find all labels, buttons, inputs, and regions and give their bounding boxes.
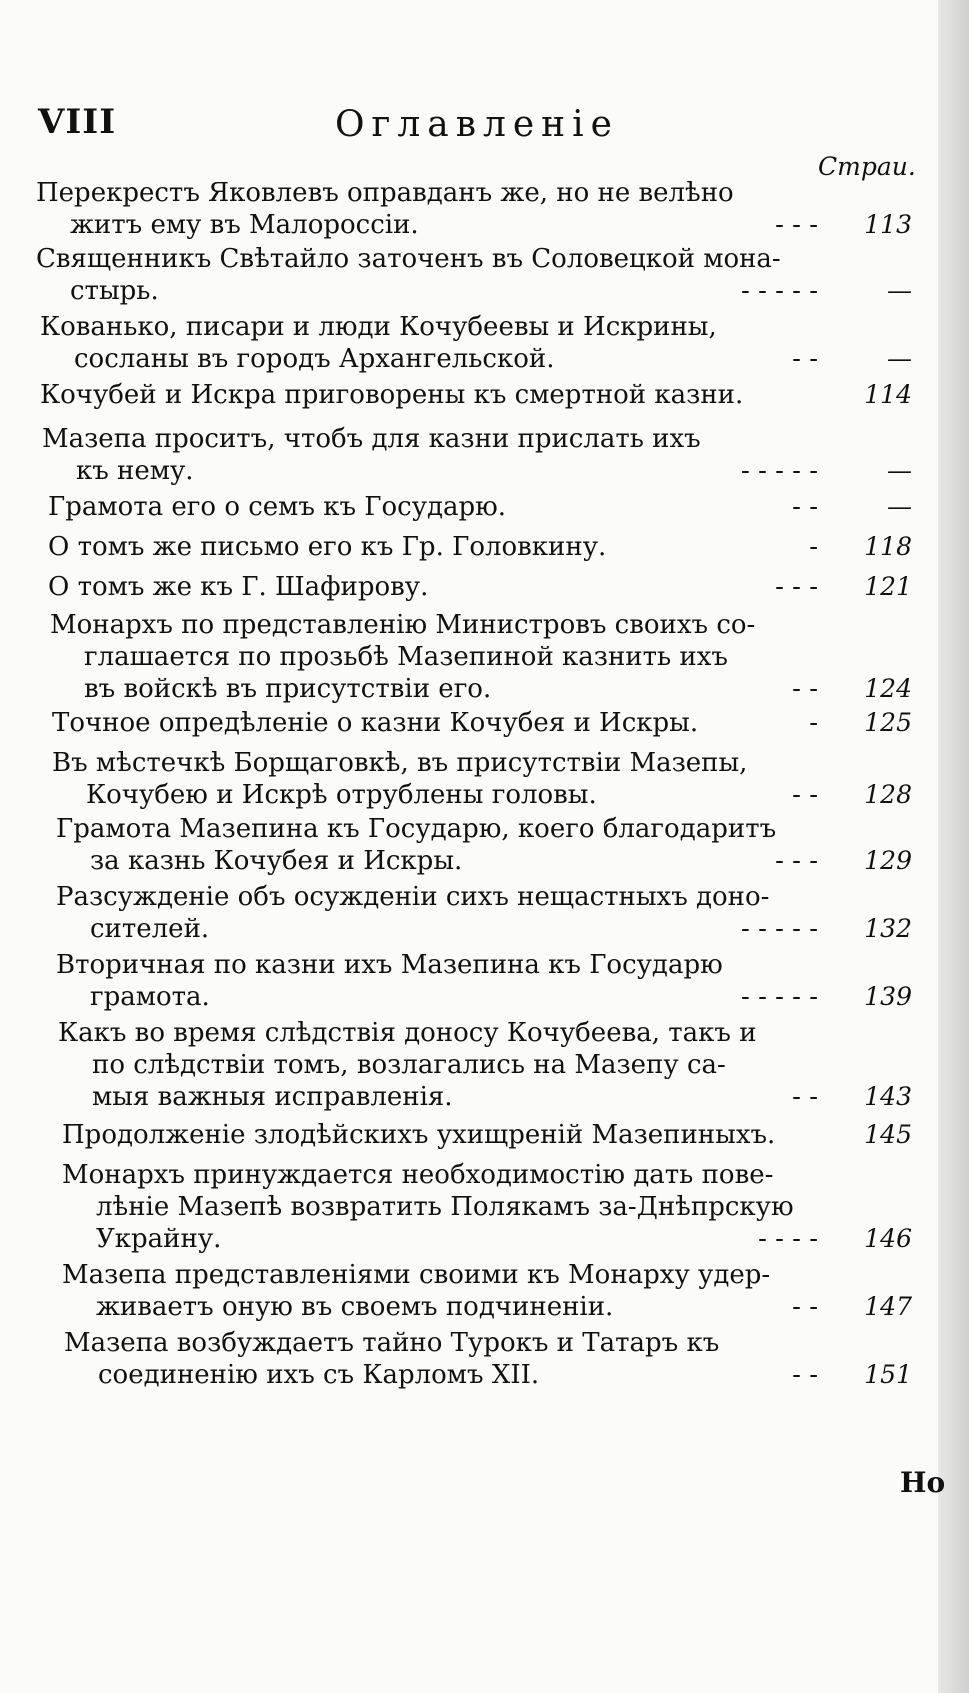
toc-page-number: 145	[864, 1120, 912, 1149]
toc-entry-text-line: Вторичная по казни ихъ Мазепина къ Государю	[56, 950, 723, 980]
toc-entry-text-line: глашается по прозьбѣ Мазепиной казнить ихъ	[84, 642, 728, 672]
toc-page-number: 124	[864, 674, 912, 703]
toc-page-number: 114	[864, 380, 912, 409]
toc-entry-text-line: сителей.	[90, 914, 210, 944]
toc-entry-text-line: О томъ же къ Г. Шафирову.	[48, 572, 429, 602]
toc-entry-text-line: Грамота Мазепина къ Государю, коего благодаритъ	[56, 814, 777, 844]
toc-entry-text-line: лѣніе Мазепѣ возвратить Полякамъ за-Днѣпрскую	[96, 1192, 794, 1222]
toc-entry-text-line: житъ ему въ Малороссіи.	[70, 210, 419, 240]
toc-entry-text-line: Мазепа проситъ, чтобъ для казни прислать ихъ	[42, 424, 701, 454]
dot-leader: - -	[792, 1360, 818, 1390]
toc-page-number: 121	[864, 572, 912, 601]
dot-leader: - -	[792, 1082, 818, 1112]
toc-entry-text-line: по слѣдствіи томъ, возлагались на Мазепу са-	[92, 1050, 726, 1080]
toc-entry-text-line: Кочубею и Искрѣ отрублены головы.	[86, 780, 597, 810]
toc-entry-text-line: Перекрестъ Яковлевъ оправданъ же, но не велѣно	[36, 178, 734, 208]
toc-entry-text-line: за казнь Кочубея и Искры.	[90, 846, 463, 876]
toc-page-number: 125	[864, 708, 912, 737]
toc-entry-text-line: соединенію ихъ съ Карломъ XII.	[98, 1360, 540, 1390]
toc-page-number: 146	[864, 1224, 912, 1253]
toc-page-number: 132	[864, 914, 912, 943]
dot-leader: - -	[792, 780, 818, 810]
toc-entry-text-line: Какъ во время слѣдствія доносу Кочубеева, такъ и	[58, 1018, 757, 1048]
page-number: VIII	[38, 102, 117, 142]
toc-page-number: 139	[864, 982, 912, 1011]
toc-entry-text-line: въ войскѣ въ присутствіи его.	[84, 674, 492, 704]
toc-page-number: 113	[864, 210, 912, 239]
toc-entry-text-line: сосланы въ городъ Архангельской.	[74, 344, 555, 374]
toc-entry-text-line: къ нему.	[76, 456, 194, 486]
toc-page-number: 143	[864, 1082, 912, 1111]
toc-page-number: —	[887, 344, 912, 373]
toc-page-number: —	[887, 492, 912, 521]
page-title: Оглавленіе	[335, 104, 619, 145]
toc-entry-text-line: Мазепа возбуждаетъ тайно Турокъ и Татаръ къ	[64, 1328, 720, 1358]
dot-leader: - -	[792, 1292, 818, 1322]
toc-entry-text-line: Украйну.	[96, 1224, 222, 1254]
toc-page-number: 118	[864, 532, 912, 561]
toc-entry-text-line: Священникъ Свѣтайло заточенъ въ Соловецкой мона-	[36, 244, 781, 274]
dot-leader: - - - - -	[741, 914, 818, 944]
toc-page-number: 129	[864, 846, 912, 875]
dot-leader: - - - - -	[741, 982, 818, 1012]
toc-entry-text-line: стырь.	[70, 276, 159, 306]
dot-leader: - -	[792, 674, 818, 704]
dot-leader: - - -	[775, 846, 818, 876]
dot-leader: - - - - -	[741, 276, 818, 306]
page-edge	[938, 0, 969, 1693]
toc-page-number: 151	[864, 1360, 912, 1389]
toc-entry-text-line: Разсужденіе объ осужденіи сихъ нещастныхъ доно-	[56, 882, 770, 912]
toc-entry-text-line: Точное опредѣленіе о казни Кочубея и Искры.	[52, 708, 699, 738]
toc-entry-text-line: грамота.	[90, 982, 210, 1012]
dot-leader: - - - -	[758, 1224, 818, 1254]
dot-leader: - - - - -	[741, 456, 818, 486]
toc-entry-text-line: Монархъ по представленію Министровъ своихъ со-	[50, 610, 756, 640]
toc-entry-text-line: Кочубей и Искра приговорены къ смертной казни.	[40, 380, 744, 410]
dot-leader: - - -	[775, 572, 818, 602]
toc-page-number: 147	[864, 1292, 912, 1321]
catchword: Но	[900, 1466, 946, 1499]
toc-page-number: —	[887, 456, 912, 485]
toc-entry-text-line: Продолженіе злодѣйскихъ ухищреній Мазепиныхъ.	[62, 1120, 776, 1150]
toc-entry-text-line: Въ мѣстечкѣ Борщаговкѣ, въ присутствіи Мазепы,	[52, 748, 748, 778]
toc-page-number: 128	[864, 780, 912, 809]
dot-leader: - - -	[775, 210, 818, 240]
toc-entry-text-line: Мазепа представленіями своими къ Монарху удер-	[62, 1260, 771, 1290]
toc-entry-text-line: Кованько, писари и люди Кочубеевы и Искрины,	[40, 312, 717, 342]
page-column-label: Страи.	[818, 152, 916, 181]
toc-entry-text-line: Грамота его о семъ къ Государю.	[48, 492, 507, 522]
dot-leader: - -	[792, 492, 818, 522]
toc-entry-text-line: Монархъ принуждается необходимостію дать пове-	[62, 1160, 774, 1190]
dot-leader: -	[809, 532, 818, 562]
dot-leader: - -	[792, 344, 818, 374]
toc-entry-text-line: О томъ же письмо его къ Гр. Головкину.	[48, 532, 607, 562]
toc-page-number: —	[887, 276, 912, 305]
dot-leader: -	[809, 708, 818, 738]
toc-entry-text-line: живаетъ оную въ своемъ подчиненіи.	[96, 1292, 614, 1322]
toc-entry-text-line: мыя важныя исправленія.	[92, 1082, 453, 1112]
